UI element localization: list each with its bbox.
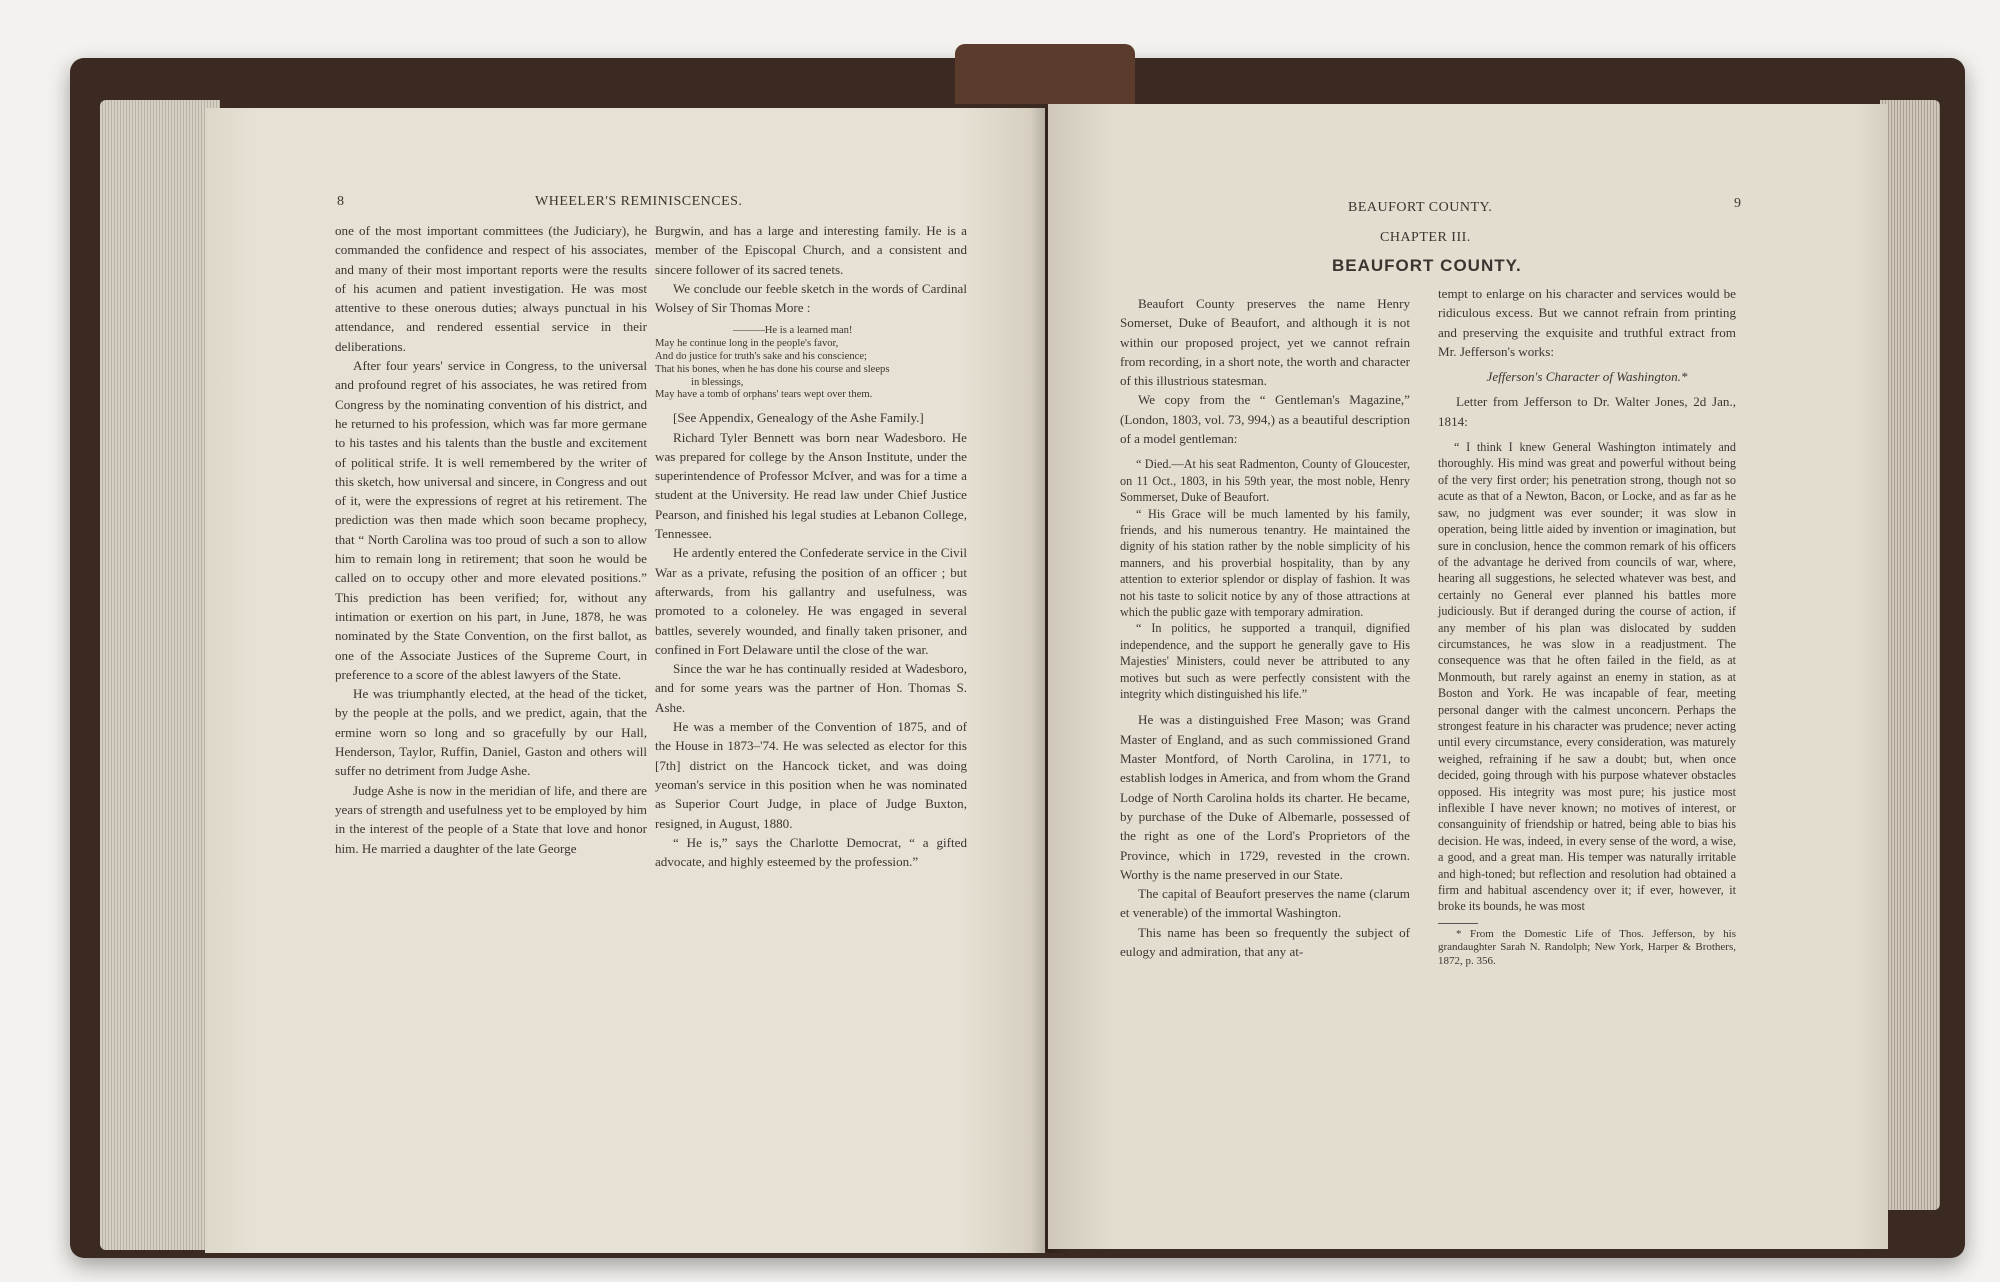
paragraph: Letter from Jefferson to Dr. Walter Jones, 2d Jan., 1814: (1438, 394, 1736, 429)
right-page-column-2 (1438, 284, 1736, 968)
paragraph: “ His Grace will be much lamented by his family, friends, and his numerous tenantry. He maintained the dignity of his station rather by the noble simplicity of his manners, and his proverbial hospitality, than by any attention to exterior splendor or display of fashion. It was not his taste to solicit notice by any of those attractions at which the public gaze with temporary admiration. (1120, 506, 1410, 620)
poem-line: And do justice for truth's sake and his conscience; (655, 351, 867, 363)
page-number-right: 9 (1734, 196, 1742, 211)
paragraph: He was triumphantly elected, at the head of the ticket, by the people at the polls, and we predict, again, that the ermine worn so long and so gracefully by our Hall, Henderson, Taylor, Ruffin, Daniel, Gaston and others will suffer no detriment from Judge Ashe. (335, 686, 647, 779)
paragraph: He ardently entered the Confederate service in the Civil War as a private, refusing the position of an officer ; but afterwards, from his gallantry and usefulness, was promoted to a coloneley. He was engaged in several battles, severely wounded, and finally taken prisoner, and confined in Fort Delaware until the close of the war. (655, 545, 967, 657)
paragraph: Beaufort County preserves the name Henry Somerset, Duke of Beaufort, and although it is not within our proposed project, yet we cannot refrain from recording, in a short note, the worth and character of this illustrious statesman. (1120, 296, 1410, 389)
poem-line: in blessings, (691, 376, 744, 388)
poem-line: That his bones, when he has done his course and sleeps (655, 363, 890, 375)
left-page-column-1 (335, 221, 647, 858)
footnote-rule (1438, 923, 1478, 924)
running-head-left: WHEELER'S REMINISCENCES. (535, 194, 743, 209)
paragraph: Burgwin, and has a large and interesting family. He is a member of the Episcopal Church, and a consistent and sincere follower of its sacred tenets. (655, 223, 967, 277)
poem-line: May he continue long in the people's favor, (655, 338, 839, 350)
chapter-heading: CHAPTER III. (1380, 230, 1471, 245)
paragraph: He was a member of the Convention of 1875, and of the House in 1873–'74. He was selected as elector for this [7th] district on the Hancock ticket, and was doing yeoman's service in this position when he was nominated as Superior Court Judge, in place of Judge Buxton, resigned, in August, 1880. (655, 719, 967, 831)
paragraph: one of the most important committees (the Judiciary), he commanded the confidence and respect of his associates, and many of their most important reports were the results of his acumen and patient investigation. He was most attentive to these onerous duties; always punctual in his attendance, and rendered essential service in their deliberations. (335, 223, 647, 354)
chapter-title: BEAUFORT COUNTY. (1332, 256, 1522, 275)
poem-line: May have a tomb of orphans' tears wept over them. (655, 389, 873, 401)
paragraph: We conclude our feeble sketch in the words of Cardinal Wolsey of Sir Thomas More : (655, 280, 967, 316)
paragraph: “ In politics, he supported a tranquil, dignified independence, and the support he generally gave to His Majesties' Ministers, could never be attributed to any motives but such as were perfectly consistent with the integrity which distinguished his life.” (1120, 621, 1410, 702)
paragraph: He was a distinguished Free Mason; was Grand Master of England, and as such commissioned Grand Master Montford, of North Carolina, in 1771, to establish lodges in America, and from whom the Grand Lodge of North Carolina holds its charter. He became, by purchase of the Duke of Albemarle, possessed of the right as one of the Lord's Proprietors of the Province, which in 1729, revested in the crown. Worthy is the name preserved in our State. (1120, 712, 1410, 882)
book-spine (955, 44, 1135, 104)
left-page-edges (100, 100, 220, 1250)
right-page-column-1 (1120, 294, 1410, 961)
paragraph: “ He is,” says the Charlotte Democrat, “ a gifted advocate, and highly esteemed by the profession.” (655, 834, 967, 870)
poem-quote (655, 325, 967, 402)
subheading: Jefferson's Character of Washington.* (1486, 369, 1688, 385)
paragraph: [See Appendix, Genealogy of the Ashe Family.] (673, 410, 924, 426)
paragraph: tempt to enlarge on his character and services would be ridiculous excess. But we cannot refrain from printing and preserving the exquisite and truthful extract from Mr. Jefferson's works: (1438, 286, 1736, 359)
left-page-column-2 (655, 221, 967, 871)
paragraph: Richard Tyler Bennett was born near Wadesboro. He was prepared for college by the Anson Institute, under the superintendence of Professor McIver, and was for a time a student at the University. He read law under Chief Justice Pearson, and finished his legal studies at Lebanon College, Tennessee. (655, 429, 967, 542)
paragraph: We copy from the “ Gentleman's Magazine,” (London, 1803, vol. 73, 994,) as a beautiful description of a model gentleman: (1120, 392, 1410, 447)
right-page-edges (1880, 100, 1940, 1210)
paragraph: The capital of Beaufort preserves the name (clarum et venerable) of the immortal Washington. (1120, 886, 1410, 921)
paragraph: After four years' service in Congress, to the universal and profound regret of his associates, he was retired from Congress by the nominating convention of his district, and he returned to his profession, which was far more germane to his tastes and his talents than the bustle and excitement of political strife. It is well remembered by the writer of this sketch, how universal and sincere, in Congress and out of it, were the expressions of regret at his retirement. The prediction was then made which soon became prophecy, that “ North Carolina was too proud of such a son to allow him to remain long in retirement; that soon he would be called on to occupy other and more elevated positions.” This prediction has been verified; for, without any intimation or exertion on his part, in June, 1878, he was nominated by the State Convention, on the first ballot, as one of the Associate Justices of the Supreme Court, in preference to a score of the ablest lawyers of the State. (335, 358, 647, 682)
paragraph: This name has been so frequently the subject of eulogy and admiration, that any at- (1120, 924, 1410, 960)
jefferson-quote (1438, 439, 1736, 915)
right-page (1048, 104, 1888, 1249)
page-number-left: 8 (337, 194, 345, 209)
paragraph: Judge Ashe is now in the meridian of life, and there are years of strength and usefulness yet to be employed by him in the interest of the people of a State that love and honor him. He married a daughter of the late George (335, 782, 647, 856)
running-head-right: BEAUFORT COUNTY. (1348, 200, 1493, 215)
gentlemans-magazine-quote (1120, 456, 1410, 702)
poem-line: ———He is a learned man! (733, 325, 853, 337)
paragraph: “ I think I knew General Washington intimately and thoroughly. His mind was great and powerful without being of the very first order; his penetration strong, though not so acute as that of a Newton, Bacon, or Locke, and as far as he saw, no judgment was ever sounder; it was slow in operation, being little aided by invention or imagination, but sure in conclusion, hence the common remark of his officers of the advantage he derived from councils of war, where, hearing all suggestions, he selected whatever was best, and certainly no General ever planned his battles more judiciously. But if deranged during the course of action, if any member of his plan was dislocated by sudden circumstances, he was slow in a readjustment. The consequence was that he often failed in the field, as at Monmouth, but rarely against an enemy in station, as at Boston and York. He was incapable of fear, meeting personal danger with the calmest unconcern. Perhaps the strongest feature in his character was prudence; never acting until every circumstance, every consideration, was maturely weighed, refraining if he saw a doubt; but, when once decided, going through with his purpose whatever obstacles opposed. His integrity was most pure; his justice most inflexible I have never known; no motives of interest, or consanguinity of friendship or hatred, being able to bias his decision. He was, indeed, in every sense of the word, a wise, a good, and a great man. His temper was naturally irritable and high-toned; but reflection and resolution had obtained a firm and habitual ascendency over it; if ever, however, it broke its bounds, he was most (1438, 440, 1736, 914)
paragraph: “ Died.—At his seat Radmenton, County of Gloucester, on 11 Oct., 1803, in his 59th year, the most noble, Henry Sommerset, Duke of Beaufort. (1120, 457, 1410, 505)
left-page (205, 108, 1045, 1253)
paragraph: Since the war he has continually resided at Wadesboro, and for some years was the partner of Hon. Thomas S. Ashe. (655, 661, 967, 715)
footnote: * From the Domestic Life of Thos. Jefferson, by his grandaughter Sarah N. Randolph; New York, Harper & Brothers, 1872, p. 356. (1438, 927, 1736, 967)
